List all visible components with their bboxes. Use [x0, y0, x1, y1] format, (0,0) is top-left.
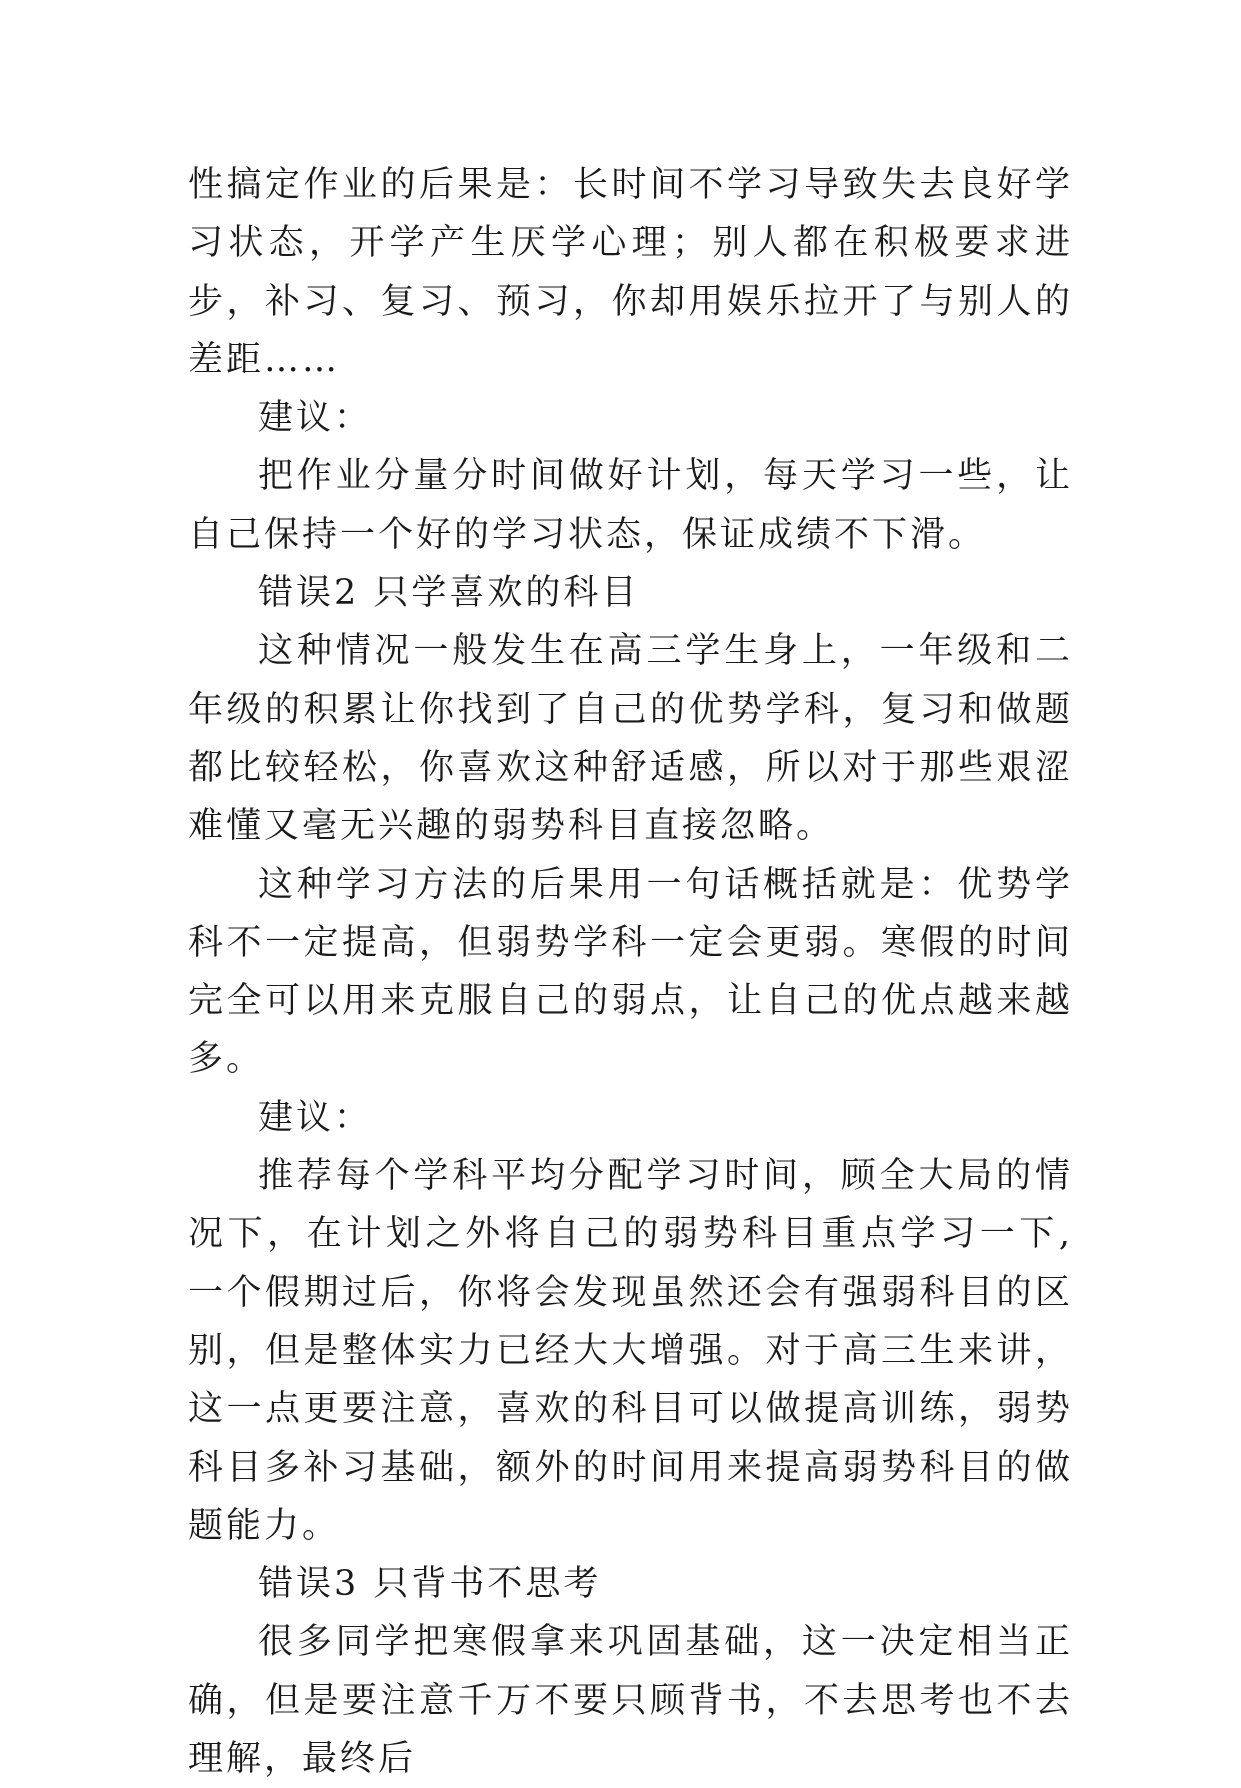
suggestion-label: 建议：	[258, 398, 373, 439]
section-heading-mistake-3: 错误3 只背书不思考	[258, 1564, 602, 1605]
suggestion-label: 建议：	[258, 1097, 373, 1138]
suggestion-paragraph: 推荐每个学科平均分配学习时间，顾全大局的情况下，在计划之外将自己的弱势科目重点学习一下,一个假期过后，你将会发现虽然还会有强弱科目的区别，但是整体实力已经大大增强。对于高三生来讲，这一点更要注意，喜欢的科目可以做提高训练，弱势科目多补习基础，额外的时间用来提高弱势科目的做题能力。	[188, 1156, 1073, 1546]
section-heading-mistake-2: 错误2 只学喜欢的科目	[258, 573, 640, 614]
paragraph: 这种学习方法的后果用一句话概括就是：优势学科不一定提高，但弱势学科一定会更弱。寒假的时间完全可以用来克服自己的弱点，让自己的优点越来越多。	[188, 864, 1073, 1080]
suggestion-paragraph: 把作业分量分时间做好计划，每天学习一些，让自己保持一个好的学习状态，保证成绩不下滑。	[188, 456, 1073, 555]
paragraph-intro-continuation: 性搞定作业的后果是：长时间不学习导致失去良好学习状态，开学产生厌学心理；别人都在积极要求进步，补习、复习、预习，你却用娱乐拉开了与别人的差距……	[188, 165, 1073, 380]
document-body	[188, 156, 1073, 1788]
paragraph: 很多同学把寒假拿来巩固基础，这一决定相当正确，但是要注意千万不要只顾背书，不去思考也不去理解，最终后	[188, 1622, 1073, 1780]
paragraph: 这种情况一般发生在高三学生身上，一年级和二年级的积累让你找到了自己的优势学科，复习和做题都比较轻松，你喜欢这种舒适感，所以对于那些艰涩难懂又毫无兴趣的弱势科目直接忽略。	[188, 631, 1073, 847]
